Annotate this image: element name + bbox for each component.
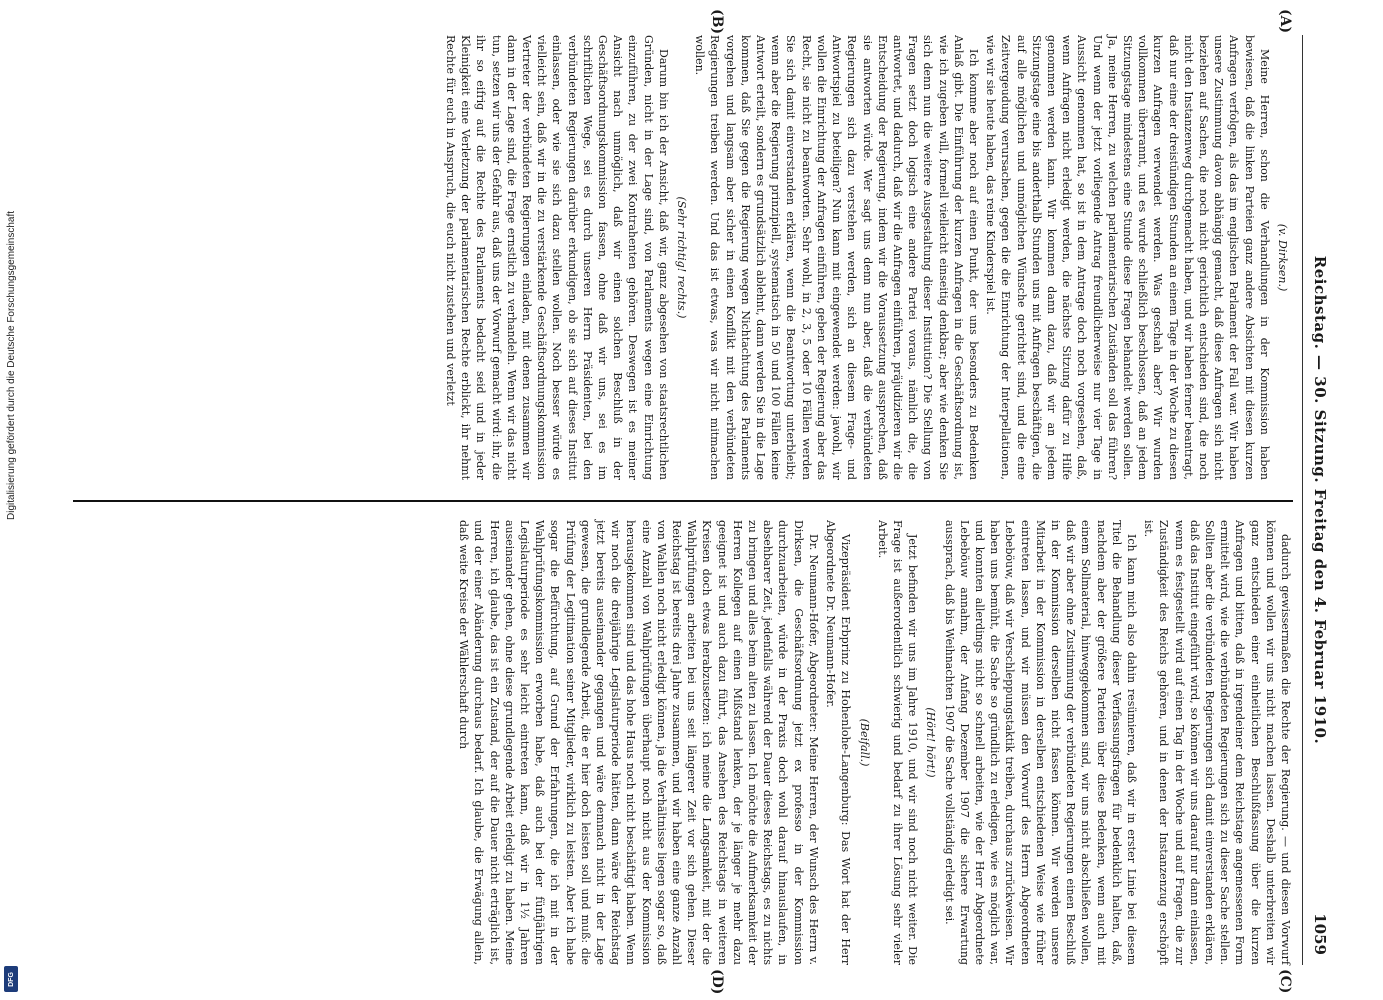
paragraph: Jetzt befinden wir uns im Jahre 1910, und wir sind noch nicht weiter. Die Frage ist außerordentlich schwierig und bedarf zu ihrer Lösung sehr vieler Arbeit. [875, 520, 920, 965]
president-statement: Vizepräsident Erbprinz zu Hohenlohe-Langenburg: Das Wort hat der Herr Abgeordnete Dr. Neumann-Hofer. [824, 520, 853, 965]
page-title: Reichstag. — 30. Sitzung. Freitag den 4. Februar 1910. [1311, 255, 1329, 745]
speaker-name: (v. Dirksen.) [1276, 223, 1289, 292]
dfg-logo [4, 966, 18, 992]
paragraph: Meine Herren, schon die Verhandlungen in der Kommission haben bewiesen, daß die linken Parteien ganz andere Absichten mit diesen kurzen Anfragen verfolgen, als das im englischen Parlament der Fall war. Wir haben unsere Zustimmung davon abhängig gemacht, daß diese Anfragen sich nicht beziehen auf Sachen, die noch nicht gerichtlich entschieden sind, die noch nicht den Instanzenweg durchgemacht haben, und wir haben ferner beantragt, daß nur eine der dreistündigen Stunden an einem Tage in der Woche zu diesen kurzen Anfragen verwendet werden. Was geschah aber? Wir wurden vollkommen überrannt, und es wurde schließlich beschlossen, daß an jedem Sitzungstage mindestens eine Stunde diese Fragen behandelt werden sollen. Ja, meine Herren, zu welchen parlamentarischen Zuständen soll das führen? Und wenn der jetzt vorliegende Antrag freundlicherweise nur vier Tage in Aussicht genommen hat, so ist in dem Antrage doch noch vorgesehen, daß, wenn Anfragen nicht erledigt werden, die nächste Sitzung dafür zu Hilfe genommen werden kann. Wir kommen dann dazu, daß wir an jedem Sitzungstage eine bis anderthalb Stunden uns mit Anfragen beschäftigen, die auf alle möglichen und unmöglichen Wünsche gerichtet sind, und die eine Zeitvergeudung verursachen, gegen die die Einrichtung der Interpellationen, wie wir sie heute haben, das reine Kinderspiel ist. [984, 35, 1271, 480]
interjection: (Beifall.) [857, 718, 871, 767]
margin-letter-d: (D) [709, 969, 725, 995]
dfg-logo-text: DFG [7, 971, 15, 987]
page-header [1305, 35, 1335, 965]
left-column [441, 35, 1293, 480]
document-page [55, 9, 1335, 995]
interjection: (Hört! hört!) [924, 707, 938, 778]
paragraph: Darum bin ich der Ansicht, daß wir, ganz abgesehen von staatsrechtlichen Gründen, nicht in der Lage sind, von Parlaments wegen eine Einrichtung einzuführen, zu der zwei Kontrahenten gehören. Deswegen ist es meiner Ansicht nach unmöglich, daß wir einen solchen Beschluß in der Geschäftsordnungskommission fassen, ohne daß wir uns, sei es im schriftlichen Wege, sei es durch unseren Herrn Präsidenten, bei den verbündeten Regierungen darüber erkundigen, ob sie sich auf dieses Institut einlassen, oder wie sie sich dazu stellen wollen. Noch besser würde es vielleicht sein, daß wir in die zu verstärkende Geschäftsordnungskommission Vertreter der verbündeten Regierungen einladen, mit denen zusammen wir dann in der Lage sind, die Frage ernstlich zu verhandeln. Wenn wir das nicht tun, setzen wir uns der Gefahr aus, daß uns der Vorwurf gemacht wird: ihr, die ihr so eifrig auf die Rechte des Parlaments bedacht seid und in jeder Kleinigkeit eine Verletzung der parlamentarischen Rechte erblickt, ihr nehmt Rechte für euch in Anspruch, die euch nicht zustehen und verletzt [444, 35, 670, 480]
margin-letter-c: (C) [1277, 969, 1293, 994]
speaker-statement: Dr. Neumann-Hofer, Abgeordneter: Meine Herren, der Wunsch des Herrn v. Dirksen, die Geschäftsordnung jetzt ex professo in der Kommission durchzuarbeiten, würde in der Praxis doch wohl darauf hinauslaufen, in absehbarer Zeit, jedenfalls während der Dauer dieses Reichstags, es zu nichts zu bringen und alles beim alten zu lassen. Ich möchte die Aufmerksamkeit der Herren Kollegen auf einen Mißstand lenken, der je länger je mehr dazu geeignet ist und auch dazu führt, das Ansehen des Reichstags in weiteren Kreisen doch etwas herabzusetzen: ich meine die Langsamkeit, mit der die Wahlprüfungen arbeiten bei uns seit längerer Zeit vor sich gehen. Dieser Reichstag ist bereits drei Jahre zusammen, und wir haben eine ganze Anzahl von Wahlen noch nicht erledigt können, ja die Verhältnisse liegen sogar so, daß eine Anzahl von Wahlprüfungen überhaupt noch nicht aus der Kommission herausgekommen sind und das hohe Haus noch nicht beschäftigt haben. Wenn wir noch die dreijährige Legislaturperiode hätten, dann wäre der Reichstag jetzt bereits auseinander gegangen und wäre demnach nicht in der Lage gewesen, die grundlegende Arbeit, die er hier doch leisten soll und muß: die Prüfung der Legitimation seiner Mitglieder, wirklich zu leisten. Aber ich habe sogar die Befürchtung, auf Grund der Erfahrungen, die ich mit in der Wahlprüfungskommission erworben habe, daß auch bei der fünfjährigen Legislaturperiode es sehr leicht eintreten kann, daß wir in 1½ Jahren auseinander gehen, ohne diese grundlegende Arbeit erledigt zu haben. Meine Herren, ich glaube, das ist ein Zustand, der auf die Dauer nicht erträglich ist, und der einer Abänderung durchaus bedarf. Ich glaube, die Erwägung allein, daß weite Kreise der Wählerschaft durch [457, 520, 820, 965]
paragraph: dadurch gewissermaßen die Rechte der Regierung. — und diesen Vorwurf können und wollen wir uns nicht machen lassen. Deshalb unterbreiten wir ganz entschieden einer einheitlichen Beschlußfassung über die kurzen Anfragen und bitten, daß in irgendeiner dem Reichstage angemessenen Form ermittelt wird, wie die verbündeten Regierungen sich zu dieser Sache stellen. Sollten aber die verbündeten Regierungen sich damit einverstanden erklären, daß das Institut eingeführt wird, so können wir uns darauf nur dann einlassen, wenn es festgestellt wird auf einen Tag in der Woche und auf Fragen, die zur Zuständigkeit des Reichs gehören, und in denen der Instanzenzug erschöpft ist. [1142, 520, 1292, 965]
margin-letter-a: (A) [1277, 9, 1293, 34]
page-number: 1059 [1311, 913, 1329, 955]
digitization-credit: Digitalisierung gefördert durch die Deutsche Forschungsgemeinschaft [6, 210, 17, 520]
header-rule [1302, 35, 1303, 965]
column-divider [73, 500, 1293, 502]
right-column [454, 520, 1293, 965]
paragraph: Ich kann mich also dahin resümieren, daß wir in erster Linie bei diesem Titel die Behandlung dieser Verfassungsfragen für bedenklich halten, daß, nachdem aber der größere Parteien über diese Bedenken, wenn auch mit einem Sollmaterial, hinweggekommen sind, wir uns nicht abschließen wollen, daß wir aber ohne Zustimmung der verbündeten Regierungen einen Beschluß in der Kommission derselben nicht fassen können. Wir werden unsere Mitarbeit in der Kommission in derselben entschiedenen Weise wie früher eintreten lassen, und wir müssen den Vorwurf des Herrn Abgeordneten Lebeböuw, daß wir Verschleppungstaktik treiben, durchaus zurückweisen. Wir haben uns bemüht, die Sache so gründlich zu erledigen, wie es möglich war, und konnten allerdings nicht so schnell arbeiten, wie der Herr Abgeordnete Lebeböuw annahm, der Anfang Dezember 1907 die sichere Erwartung aussprach, daß bis Weihnachten 1907 die Sache vollständig erledigt sei. [942, 520, 1138, 965]
paragraph: Ich komme aber noch auf einen Punkt, der uns besonders zu Bedenken Anlaß gibt. Die Einführung der kurzen Anfragen in die Geschäftsordnung ist, wie ich zugeben will, formell vielleicht einseitig denkbar; aber wie denken Sie sich denn nun die weitere Ausgestaltung dieser Institution? Die Stellung von Fragen setzt doch logisch eine andere Partei voraus, nämlich die, die antwortet, und dadurch, daß wir die Anfragen einführen, präjudizieren wir die Entscheidung der Regierung, indem wir die Voraussetzung aussprechen, daß sie antworten würde. Wer sagt uns denn nun aber, daß die verbündeten Regierungen sich dazu verstehen werden, sich an diesem Frage- und Antwortspiel zu beteiligen? Nun kann mit eingewendet werden: jawohl, wir wollen die Einrichtung der Anfragen einführen, geben der Regierung aber das Recht, sie nicht zu beantworten. Sehr wohl, in 2, 3, 5 oder 10 Fällen werden Sie sich damit einverstanden erklären, wenn die Beantwortung unterbleibt; wenn aber die Regierung prinzipiell, systematisch in 50 und 100 Fällen keine Antwort erteilt, sondern es grundsätzlich ablehnt, dann werden Sie in die Lage kommen, daß Sie gegen die Regierung wegen Nichtachtung des Parlaments vorgehen und langsam aber sicher in einen Konflikt mit den verbündeten Regierungen treiben werden. Und das ist etwas, was wir nicht mitmachen wollen. [693, 35, 980, 480]
margin-letter-b: (B) [709, 9, 725, 35]
interjection: (Sehr richtig! rechts.) [675, 196, 689, 319]
